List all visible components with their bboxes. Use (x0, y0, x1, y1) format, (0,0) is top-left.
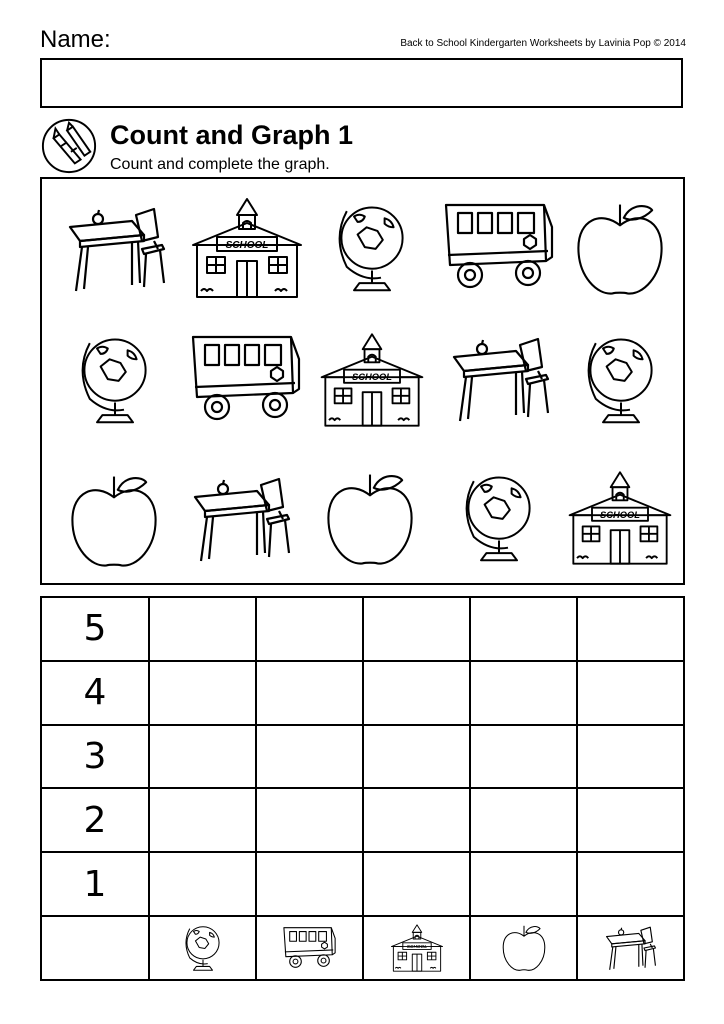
globe-icon (327, 193, 417, 303)
graph-row-3 (41, 725, 684, 789)
graph-cell[interactable] (256, 788, 363, 852)
apple-icon (322, 467, 418, 571)
graph-cell[interactable] (470, 852, 577, 916)
graph-cell[interactable] (363, 725, 470, 789)
apple-icon (66, 469, 162, 573)
credit-text: Back to School Kindergarten Worksheets by Lavinia Pop © 2014 (400, 38, 686, 49)
graph-cell[interactable] (577, 597, 684, 661)
graph-cell[interactable] (363, 852, 470, 916)
graph-cell[interactable] (149, 597, 256, 661)
corner-cell (41, 916, 149, 980)
globe-icon (576, 325, 666, 435)
graph-cell[interactable] (577, 725, 684, 789)
apple-icon (495, 922, 553, 974)
picture-area (40, 177, 685, 585)
graph-row-2 (41, 788, 684, 852)
graph-cell[interactable] (149, 788, 256, 852)
graph-cell[interactable] (577, 788, 684, 852)
school-icon (316, 325, 428, 435)
graph-cell[interactable] (149, 725, 256, 789)
row-label: 5 (41, 597, 149, 661)
desk-icon (62, 199, 172, 299)
graph-cell[interactable] (470, 661, 577, 725)
bus-icon (440, 197, 560, 297)
school-icon (564, 463, 676, 573)
crayons-icon (40, 117, 98, 175)
school-icon (187, 193, 307, 303)
graph-cell[interactable] (149, 852, 256, 916)
graph-category-row (41, 916, 684, 980)
category-desk (577, 916, 684, 980)
apple-icon (570, 197, 670, 301)
graph-cell[interactable] (256, 852, 363, 916)
graph-row-4 (41, 661, 684, 725)
category-school (363, 916, 470, 980)
row-label: 2 (41, 788, 149, 852)
desk-icon (602, 922, 660, 974)
graph-cell[interactable] (149, 661, 256, 725)
worksheet-title: Count and Graph 1 (110, 120, 353, 150)
globe-icon (174, 922, 232, 974)
graph-cell[interactable] (256, 661, 363, 725)
graph-cell[interactable] (470, 788, 577, 852)
graph-cell[interactable] (363, 661, 470, 725)
graph-cell[interactable] (470, 725, 577, 789)
graph-cell[interactable] (470, 597, 577, 661)
bus-icon (281, 922, 339, 974)
graph-cell[interactable] (256, 725, 363, 789)
graph-cell[interactable] (256, 597, 363, 661)
worksheet-instruction: Count and complete the graph. (110, 156, 330, 173)
desk-icon (446, 329, 556, 429)
name-input-box[interactable] (40, 58, 683, 108)
desk-icon (187, 469, 297, 569)
row-label: 3 (41, 725, 149, 789)
graph-row-1 (41, 852, 684, 916)
graph-cell[interactable] (577, 661, 684, 725)
category-globe (149, 916, 256, 980)
globe-icon (454, 463, 544, 573)
graph-row-5 (41, 597, 684, 661)
row-label: 1 (41, 852, 149, 916)
bus-icon (187, 329, 307, 429)
name-label: Name: (40, 26, 111, 53)
graph-cell[interactable] (363, 597, 470, 661)
row-label: 4 (41, 661, 149, 725)
school-icon (388, 922, 446, 974)
category-bus (256, 916, 363, 980)
globe-icon (70, 325, 160, 435)
category-apple (470, 916, 577, 980)
bar-graph-grid (40, 596, 685, 981)
graph-cell[interactable] (363, 788, 470, 852)
graph-cell[interactable] (577, 852, 684, 916)
